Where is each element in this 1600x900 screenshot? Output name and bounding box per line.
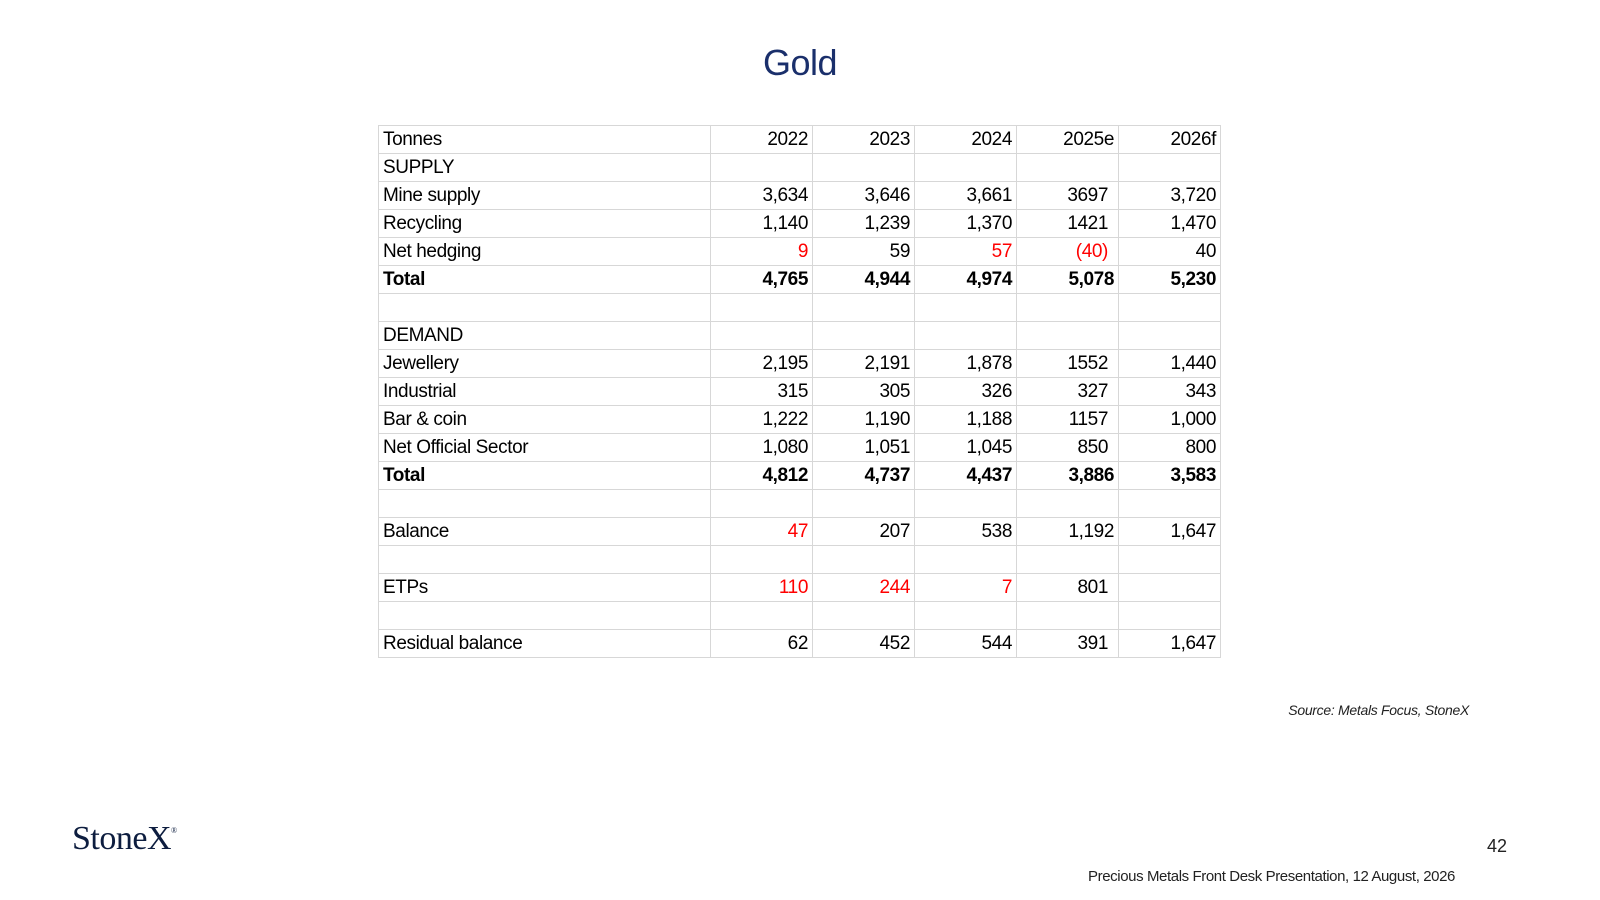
table-row bbox=[379, 630, 1221, 658]
row-label-cell: Net Official Sector bbox=[379, 434, 711, 462]
row-label-cell bbox=[379, 294, 711, 322]
table-row bbox=[379, 210, 1221, 238]
table-row bbox=[379, 154, 1221, 182]
value-cell bbox=[1119, 154, 1221, 182]
table-row bbox=[379, 406, 1221, 434]
value-cell: 544 bbox=[915, 630, 1017, 658]
table-row bbox=[379, 378, 1221, 406]
row-label-cell: Total bbox=[379, 462, 711, 490]
value-cell: 391 bbox=[1017, 630, 1119, 658]
row-label-cell: Balance bbox=[379, 518, 711, 546]
value-cell: 326 bbox=[915, 378, 1017, 406]
value-cell bbox=[813, 154, 915, 182]
value-cell: 1,045 bbox=[915, 434, 1017, 462]
value-cell: 4,437 bbox=[915, 462, 1017, 490]
value-cell: 538 bbox=[915, 518, 1017, 546]
table-row bbox=[379, 574, 1221, 602]
value-cell: 3697 bbox=[1017, 182, 1119, 210]
value-cell bbox=[1119, 602, 1221, 630]
table-row bbox=[379, 238, 1221, 266]
value-cell bbox=[813, 602, 915, 630]
value-cell: 327 bbox=[1017, 378, 1119, 406]
value-cell bbox=[711, 294, 813, 322]
value-cell bbox=[915, 294, 1017, 322]
value-cell bbox=[1119, 322, 1221, 350]
value-cell: 1,370 bbox=[915, 210, 1017, 238]
value-cell bbox=[915, 546, 1017, 574]
value-cell: 40 bbox=[1119, 238, 1221, 266]
value-cell: 2022 bbox=[711, 126, 813, 154]
source-note: Source: Metals Focus, StoneX bbox=[1288, 702, 1469, 718]
value-cell: 2023 bbox=[813, 126, 915, 154]
value-cell: 800 bbox=[1119, 434, 1221, 462]
value-cell: 2,191 bbox=[813, 350, 915, 378]
value-cell bbox=[711, 546, 813, 574]
value-cell: 1157 bbox=[1017, 406, 1119, 434]
value-cell bbox=[1017, 154, 1119, 182]
value-cell: 850 bbox=[1017, 434, 1119, 462]
page-title: Gold bbox=[762, 42, 838, 83]
value-cell: 244 bbox=[813, 574, 915, 602]
value-cell bbox=[813, 294, 915, 322]
value-cell: 1,647 bbox=[1119, 518, 1221, 546]
row-label-cell: Mine supply bbox=[379, 182, 711, 210]
value-cell: 3,646 bbox=[813, 182, 915, 210]
table-row bbox=[379, 546, 1221, 574]
value-cell: 305 bbox=[813, 378, 915, 406]
row-label-cell: Bar & coin bbox=[379, 406, 711, 434]
table-row bbox=[379, 518, 1221, 546]
value-cell: 801 bbox=[1017, 574, 1119, 602]
value-cell bbox=[915, 602, 1017, 630]
value-cell bbox=[915, 322, 1017, 350]
table-row bbox=[379, 350, 1221, 378]
value-cell bbox=[1017, 490, 1119, 518]
row-label-cell: Total bbox=[379, 266, 711, 294]
row-label-cell: Recycling bbox=[379, 210, 711, 238]
value-cell: 5,230 bbox=[1119, 266, 1221, 294]
value-cell: 5,078 bbox=[1017, 266, 1119, 294]
value-cell: 1552 bbox=[1017, 350, 1119, 378]
value-cell: 1,080 bbox=[711, 434, 813, 462]
row-label-cell bbox=[379, 490, 711, 518]
table-row bbox=[379, 462, 1221, 490]
value-cell: 1,878 bbox=[915, 350, 1017, 378]
value-cell: 2026f bbox=[1119, 126, 1221, 154]
value-cell: 2025e bbox=[1017, 126, 1119, 154]
value-cell: 47 bbox=[711, 518, 813, 546]
page-number: 42 bbox=[1487, 836, 1508, 856]
row-label-cell: Tonnes bbox=[379, 126, 711, 154]
value-cell bbox=[1017, 546, 1119, 574]
value-cell: 4,974 bbox=[915, 266, 1017, 294]
value-cell: 1,188 bbox=[915, 406, 1017, 434]
value-cell: 4,944 bbox=[813, 266, 915, 294]
table-row bbox=[379, 266, 1221, 294]
value-cell: 4,737 bbox=[813, 462, 915, 490]
supply-demand-table bbox=[378, 125, 1221, 658]
value-cell bbox=[711, 602, 813, 630]
row-label-cell: Industrial bbox=[379, 378, 711, 406]
logo-text: StoneX bbox=[72, 820, 171, 857]
value-cell bbox=[1017, 294, 1119, 322]
value-cell bbox=[1119, 546, 1221, 574]
value-cell: 1,470 bbox=[1119, 210, 1221, 238]
value-cell: 1,051 bbox=[813, 434, 915, 462]
value-cell: 3,634 bbox=[711, 182, 813, 210]
value-cell: 2,195 bbox=[711, 350, 813, 378]
value-cell: 62 bbox=[711, 630, 813, 658]
value-cell bbox=[813, 322, 915, 350]
value-cell: 3,583 bbox=[1119, 462, 1221, 490]
value-cell bbox=[813, 490, 915, 518]
value-cell: 1,647 bbox=[1119, 630, 1221, 658]
value-cell bbox=[711, 490, 813, 518]
value-cell: 207 bbox=[813, 518, 915, 546]
value-cell: 57 bbox=[915, 238, 1017, 266]
value-cell: 7 bbox=[915, 574, 1017, 602]
value-cell bbox=[1017, 322, 1119, 350]
value-cell: 3,661 bbox=[915, 182, 1017, 210]
footer-text: Precious Metals Front Desk Presentation, 12 August, 2026 bbox=[1088, 868, 1455, 885]
value-cell bbox=[1119, 490, 1221, 518]
value-cell bbox=[813, 546, 915, 574]
value-cell: (40) bbox=[1017, 238, 1119, 266]
row-label-cell: SUPPLY bbox=[379, 154, 711, 182]
table-row bbox=[379, 602, 1221, 630]
value-cell bbox=[1119, 294, 1221, 322]
row-label-cell: DEMAND bbox=[379, 322, 711, 350]
value-cell: 315 bbox=[711, 378, 813, 406]
value-cell: 3,720 bbox=[1119, 182, 1221, 210]
table-row bbox=[379, 294, 1221, 322]
value-cell: 1,239 bbox=[813, 210, 915, 238]
value-cell: 4,765 bbox=[711, 266, 813, 294]
value-cell bbox=[915, 154, 1017, 182]
value-cell: 1,192 bbox=[1017, 518, 1119, 546]
row-label-cell bbox=[379, 602, 711, 630]
table-row bbox=[379, 182, 1221, 210]
row-label-cell: Residual balance bbox=[379, 630, 711, 658]
value-cell: 1421 bbox=[1017, 210, 1119, 238]
table-row bbox=[379, 490, 1221, 518]
row-label-cell: Jewellery bbox=[379, 350, 711, 378]
table-row bbox=[379, 434, 1221, 462]
value-cell: 1,140 bbox=[711, 210, 813, 238]
stonex-logo bbox=[72, 820, 177, 858]
value-cell bbox=[711, 154, 813, 182]
row-label-cell: Net hedging bbox=[379, 238, 711, 266]
value-cell: 9 bbox=[711, 238, 813, 266]
table-row bbox=[379, 322, 1221, 350]
value-cell: 1,190 bbox=[813, 406, 915, 434]
registered-mark: ® bbox=[171, 826, 177, 835]
value-cell: 3,886 bbox=[1017, 462, 1119, 490]
value-cell: 59 bbox=[813, 238, 915, 266]
value-cell bbox=[711, 322, 813, 350]
value-cell: 452 bbox=[813, 630, 915, 658]
value-cell: 1,000 bbox=[1119, 406, 1221, 434]
table-header-row bbox=[379, 126, 1221, 154]
row-label-cell bbox=[379, 546, 711, 574]
value-cell: 2024 bbox=[915, 126, 1017, 154]
value-cell: 343 bbox=[1119, 378, 1221, 406]
row-label-cell: ETPs bbox=[379, 574, 711, 602]
value-cell: 110 bbox=[711, 574, 813, 602]
value-cell bbox=[915, 490, 1017, 518]
value-cell: 4,812 bbox=[711, 462, 813, 490]
value-cell: 1,222 bbox=[711, 406, 813, 434]
value-cell: 1,440 bbox=[1119, 350, 1221, 378]
value-cell bbox=[1119, 574, 1221, 602]
value-cell bbox=[1017, 602, 1119, 630]
